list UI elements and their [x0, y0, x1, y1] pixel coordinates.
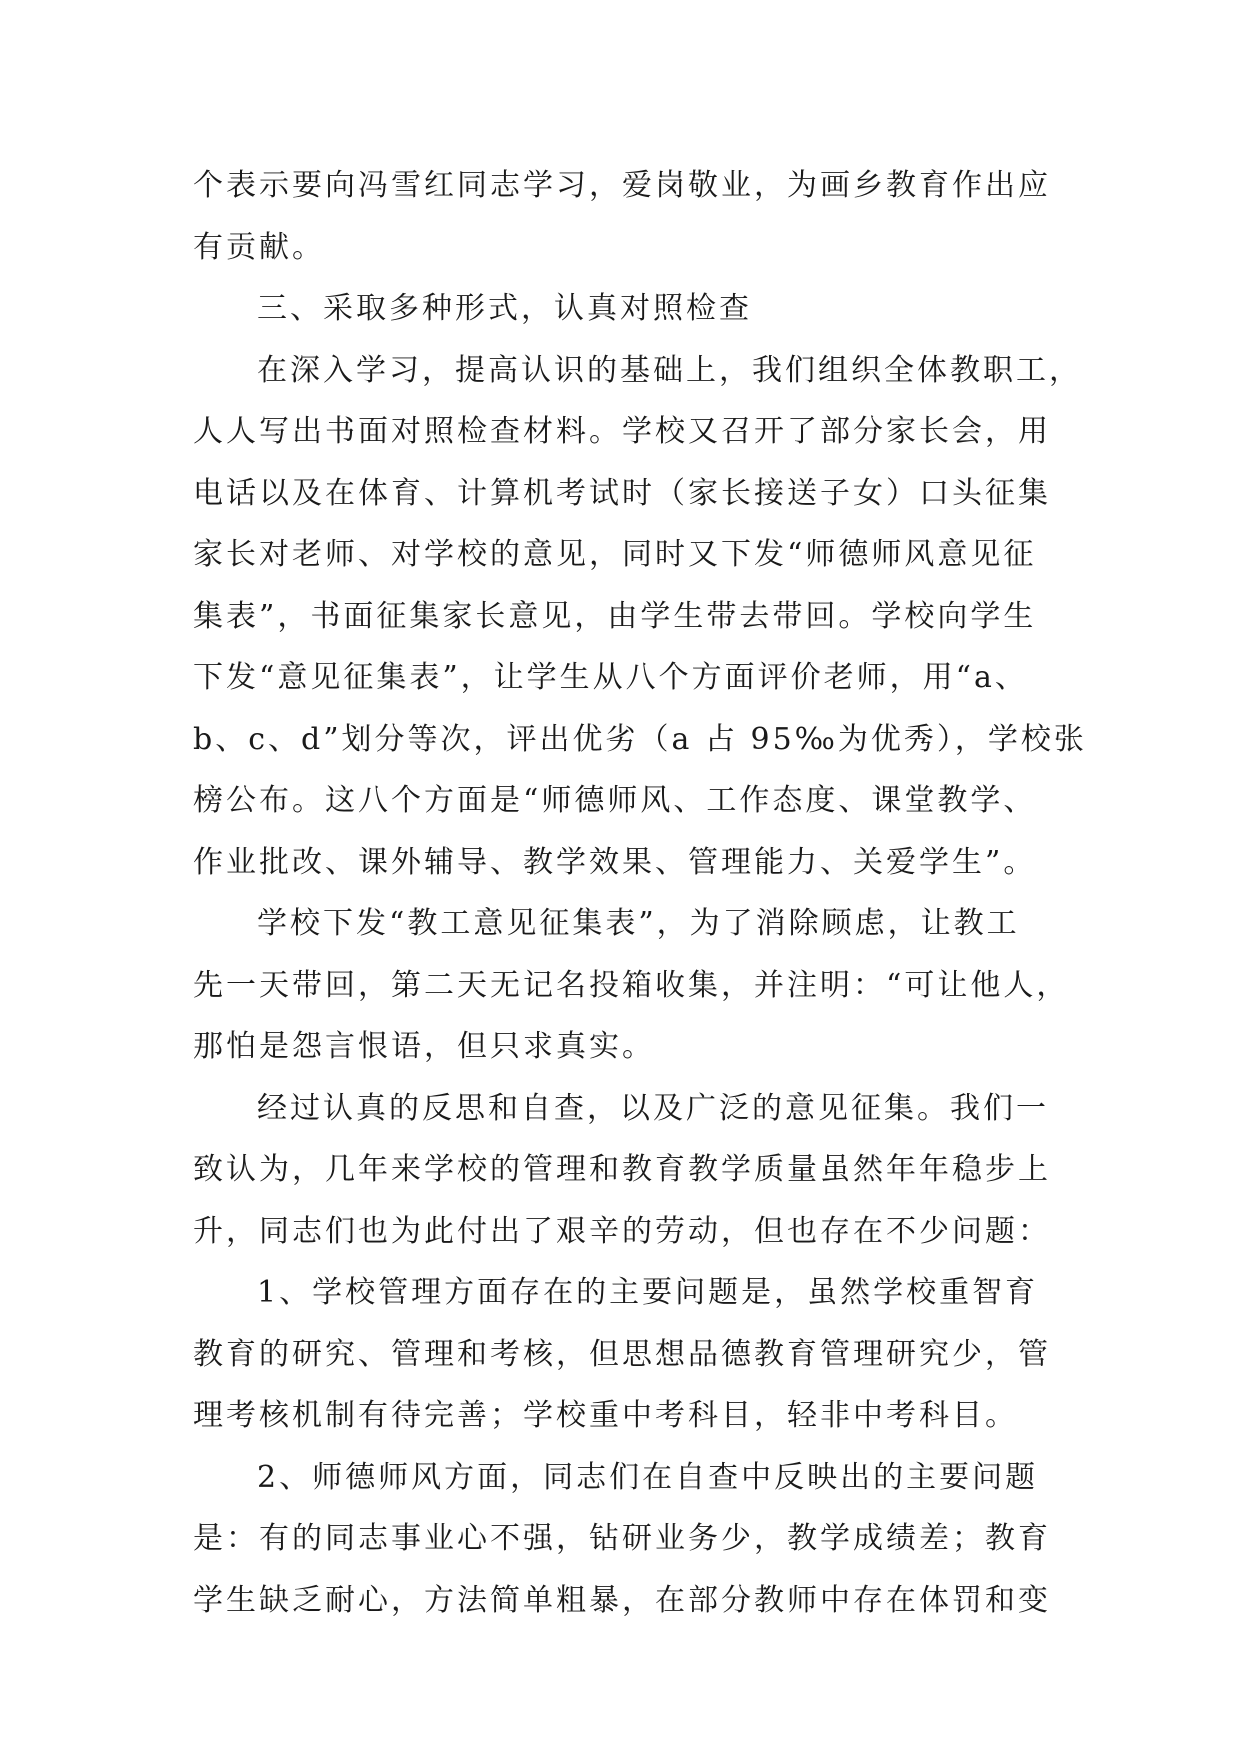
- text-line: 人人写出书面对照检查材料。学校又召开了部分家长会，用: [193, 414, 1051, 449]
- text-line: 家长对老师、对学校的意见，同时又下发“师德师风意见征: [193, 537, 1037, 572]
- text-line: 有贡献。: [193, 229, 325, 265]
- text-line: b、c、d”划分等次，评出优劣（a 占 95‰为优秀），学校张: [193, 721, 1087, 757]
- text-line: 学生缺乏耐心，方法简单粗暴，在部分教师中存在体罚和变: [193, 1582, 1051, 1618]
- text-line: 电话以及在体育、计算机考试时（家长接送子女）口头征集: [193, 475, 1051, 511]
- text-line: 榜公布。这八个方面是“师德师风、工作态度、课堂教学、: [193, 783, 1037, 818]
- text-line: 先一天带回，第二天无记名投箱收集，并注明：“可让他人，: [193, 967, 1070, 1003]
- text-line: 是：有的同志事业心不强，钻研业务少，教学成绩差；教育: [193, 1521, 1051, 1556]
- text-line: 理考核机制有待完善；学校重中考科目，轻非中考科目。: [193, 1398, 1018, 1433]
- text-line: 学校下发“教工意见征集表”，为了消除顾虑，让教工: [257, 906, 1020, 941]
- text-line: 作业批改、课外辅导、教学效果、管理能力、关爱学生”。: [193, 844, 1037, 880]
- section-heading: 三、采取多种形式，认真对照检查: [257, 291, 752, 326]
- text-line: 经过认真的反思和自查，以及广泛的意见征集。我们一: [257, 1090, 1049, 1126]
- text-line: 教育的研究、管理和考核，但思想品德教育管理研究少，管: [193, 1336, 1051, 1372]
- document-body: [193, 155, 1087, 1631]
- text-line: 那怕是怨言恨语，但只求真实。: [193, 1029, 655, 1064]
- text-line: 个表示要向冯雪红同志学习，爱岗敬业，为画乡教育作出应: [193, 168, 1051, 203]
- text-line: 在深入学习，提高认识的基础上，我们组织全体教职工，: [257, 352, 1082, 388]
- text-line: 集表”，书面征集家长意见，由学生带去带回。学校向学生: [193, 598, 1037, 634]
- text-line: 致认为，几年来学校的管理和教育教学质量虽然年年稳步上: [193, 1152, 1051, 1187]
- text-line: 1、学校管理方面存在的主要问题是，虽然学校重智育: [257, 1275, 1039, 1310]
- text-line: 升，同志们也为此付出了艰辛的劳动，但也存在不少问题：: [193, 1213, 1051, 1249]
- text-line: 2、师德师风方面，同志们在自查中反映出的主要问题: [257, 1459, 1039, 1495]
- text-line: 下发“意见征集表”，让学生从八个方面评价老师，用“a、: [193, 660, 1028, 695]
